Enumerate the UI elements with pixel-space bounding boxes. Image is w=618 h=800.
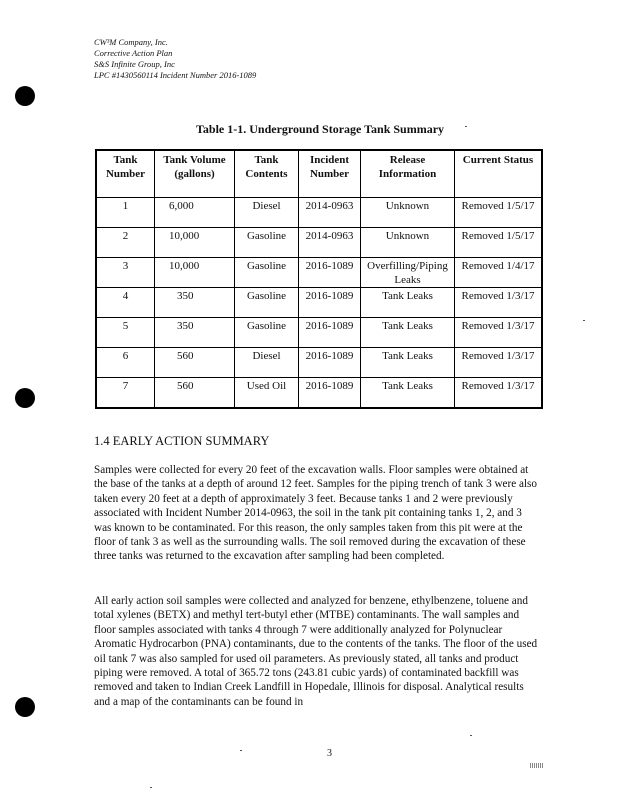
table-row <box>97 258 542 288</box>
header-line-client: S&S Infinite Group, Inc <box>94 59 175 69</box>
tank-contents-cell: Used Oil <box>235 378 299 408</box>
body-paragraph: All early action soil samples were collected and analyzed for benzene, ethylbenzene, toluene and total xylenes (BETX) and methyl tert-butyl ether (MTBE) contaminants. The wall samples and floor samples associated with tanks 4 through 7 were additionally analyzed for Polynuclear Aromatic Hydrocarbon (PNA) contaminants, due to the contents of the tanks. The floor of the used oil tank 7 was also sampled for used oil parameters. As previously stated, all tanks and product piping were removed. A total of 365.72 tons (243.81 cubic yards) of contaminated backfill was removed and taken to Indian Creek Landfill in Hopedale, Illinois for disposal. Analytical results and a map of the contaminants can be found in <box>94 595 538 708</box>
scan-speck <box>583 320 585 321</box>
tank-number-cell: 5 <box>97 318 155 348</box>
tank-volume-cell: 6,000 <box>155 198 235 228</box>
current-status-cell: Removed 1/4/17 <box>455 258 542 288</box>
tank-number-cell: 6 <box>97 348 155 378</box>
tank-contents-cell: Gasoline <box>235 318 299 348</box>
punch-hole-middle <box>15 388 35 408</box>
release-info-cell: Tank Leaks <box>361 288 455 318</box>
tank-volume-cell: 350 <box>155 318 235 348</box>
tank-contents-cell: Diesel <box>235 348 299 378</box>
tank-number-cell: 7 <box>97 378 155 408</box>
incident-number-cell: 2016-1089 <box>299 378 361 408</box>
incident-number-cell: 2016-1089 <box>299 288 361 318</box>
column-header: Current Status <box>455 151 542 198</box>
release-info-cell: Tank Leaks <box>361 318 455 348</box>
column-header: Incident Number <box>299 151 361 198</box>
header-line-incident: LPC #1430560114 Incident Number 2016-1089 <box>94 70 257 80</box>
table-row <box>97 378 542 408</box>
section-heading: 1.4 EARLY ACTION SUMMARY <box>94 434 270 448</box>
tank-number-cell: 2 <box>97 228 155 258</box>
column-header: Tank Number <box>97 151 155 198</box>
tank-volume-cell: 10,000 <box>155 228 235 258</box>
tank-number-cell: 3 <box>97 258 155 288</box>
table-row <box>97 198 542 228</box>
page-number: 3 <box>327 748 332 759</box>
release-info-cell: Tank Leaks <box>361 378 455 408</box>
tank-contents-cell: Gasoline <box>235 228 299 258</box>
current-status-cell: Removed 1/3/17 <box>455 378 542 408</box>
incident-number-cell: 2014-0963 <box>299 198 361 228</box>
scan-speck <box>150 787 152 788</box>
column-header: Tank Volume (gallons) <box>155 151 235 198</box>
release-info-cell: Tank Leaks <box>361 348 455 378</box>
header-line-company: CW³M Company, Inc. <box>94 37 168 47</box>
current-status-cell: Removed 1/3/17 <box>455 288 542 318</box>
ust-summary-table <box>96 150 542 408</box>
current-status-cell: Removed 1/3/17 <box>455 348 542 378</box>
scan-speck <box>470 735 472 736</box>
current-status-cell: Removed 1/5/17 <box>455 228 542 258</box>
tank-contents-cell: Diesel <box>235 198 299 228</box>
release-info-cell: Overfilling/Piping Leaks <box>361 258 455 288</box>
tank-number-cell: 4 <box>97 288 155 318</box>
tank-volume-cell: 10,000 <box>155 258 235 288</box>
incident-number-cell: 2014-0963 <box>299 228 361 258</box>
punch-hole-top <box>15 86 35 106</box>
release-info-cell: Unknown <box>361 198 455 228</box>
column-header: Release Information <box>361 151 455 198</box>
release-info-cell: Unknown <box>361 228 455 258</box>
punch-hole-bottom <box>15 697 35 717</box>
header-line-plan: Corrective Action Plan <box>94 48 173 58</box>
scan-mark <box>530 763 544 768</box>
table-row <box>97 228 542 258</box>
incident-number-cell: 2016-1089 <box>299 348 361 378</box>
tank-number-cell: 1 <box>97 198 155 228</box>
body-paragraph: Samples were collected for every 20 feet of the excavation walls. Floor samples were obtained at the base of the tanks at a depth of around 12 feet. Samples for the piping trench of tank 3 were also taken every 20 feet at a depth of approximately 3 feet. Because tanks 1 and 2 were previously associated with Incident Number 2014-0963, the soil in the tank pit containing tanks 1, 2, and 3 was known to be contaminated. For this reason, the only samples taken from this pit were at the floor of tank 3 as well as the surrounding walls. The soil removed during the excavation of these three tanks was returned to the excavation after sampling had been completed. <box>94 464 538 563</box>
table-row <box>97 288 542 318</box>
scan-speck <box>240 750 242 751</box>
current-status-cell: Removed 1/5/17 <box>455 198 542 228</box>
document-header <box>94 37 256 81</box>
current-status-cell: Removed 1/3/17 <box>455 318 542 348</box>
table-row <box>97 348 542 378</box>
incident-number-cell: 2016-1089 <box>299 318 361 348</box>
incident-number-cell: 2016-1089 <box>299 258 361 288</box>
column-header: Tank Contents <box>235 151 299 198</box>
table-title: Table 1-1. Underground Storage Tank Summary <box>196 122 445 136</box>
tank-volume-cell: 350 <box>155 288 235 318</box>
tank-volume-cell: 560 <box>155 378 235 408</box>
table-header-row <box>97 151 542 198</box>
scan-speck <box>465 126 467 127</box>
table-row <box>97 318 542 348</box>
tank-contents-cell: Gasoline <box>235 258 299 288</box>
tank-contents-cell: Gasoline <box>235 288 299 318</box>
tank-volume-cell: 560 <box>155 348 235 378</box>
